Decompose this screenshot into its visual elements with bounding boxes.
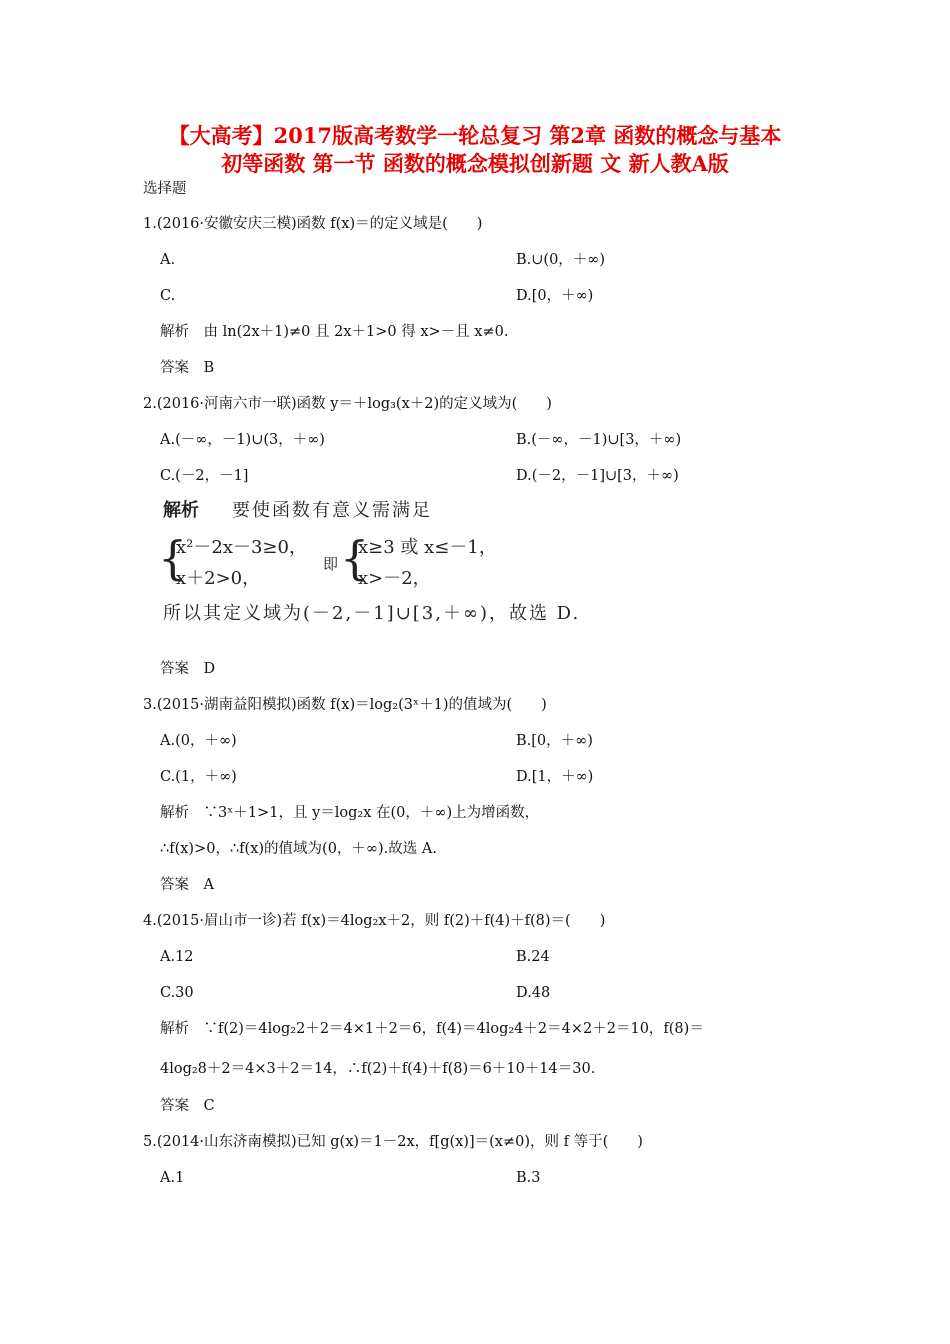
q1-option-b: B.∪(0，＋∞) <box>516 252 606 268</box>
q2-answer: 答案 D <box>160 661 216 677</box>
title-line-2: 初等函数 第一节 函数的概念模拟创新题 文 新人教A版 <box>221 151 729 176</box>
q3-analysis-line1: 解析 ∵3ˣ＋1>1，且 y＝log₂x 在(0，＋∞)上为增函数， <box>160 805 540 821</box>
q2-option-a: A.(－∞，－1)∪(3，＋∞) <box>160 432 325 448</box>
q2-stem: 2.(2016·河南六市一联)函数 y＝＋log₃(x＋2)的定义域为( ) <box>143 396 552 412</box>
q3-option-b: B.[0，＋∞) <box>516 733 593 749</box>
system-brace-left: { <box>158 531 188 585</box>
q2-option-c: C.(－2，－1] <box>160 468 249 484</box>
q4-option-b: B.24 <box>516 949 550 965</box>
q4-option-c: C.30 <box>160 985 194 1001</box>
q3-option-c: C.(1，＋∞) <box>160 769 237 785</box>
q3-option-d: D.[1，＋∞) <box>516 769 594 785</box>
q2-analysis-text: 要使函数有意义需满足 <box>232 500 432 521</box>
q4-answer: 答案 C <box>160 1098 215 1114</box>
q2-system1-line2: x＋2>0， <box>176 568 261 589</box>
q2-ji: 即 <box>323 555 339 573</box>
q4-stem: 4.(2015·眉山市一诊)若 f(x)＝4log₂x＋2，则 f(2)＋f(4)＋f(8)＝( ) <box>143 913 606 929</box>
q1-answer: 答案 B <box>160 360 215 376</box>
q4-option-d: D.48 <box>516 985 551 1001</box>
q5-option-b: B.3 <box>516 1170 541 1186</box>
q4-analysis-line1: 解析 ∵f(2)＝4log₂2＋2＝4×1＋2＝6，f(4)＝4log₂4＋2＝4×2＋2＝10，f(8)＝ <box>160 1021 704 1037</box>
system-brace-right: { <box>340 531 370 585</box>
q1-option-a: A. <box>160 252 176 268</box>
q1-option-d: D.[0，＋∞) <box>516 288 594 304</box>
q3-answer: 答案 A <box>160 877 214 893</box>
q4-analysis-line2: 4log₂8＋2＝4×3＋2＝14，∴f(2)＋f(4)＋f(8)＝6＋10＋14＝30. <box>160 1061 596 1077</box>
section-label: 选择题 <box>143 181 187 197</box>
q2-analysis-head: 解析 <box>163 500 199 521</box>
q2-option-b: B.(－∞，－1)∪[3，＋∞) <box>516 432 682 448</box>
q2-option-d: D.(－2，－1]∪[3，＋∞) <box>516 468 679 484</box>
q2-conclusion: 所以其定义域为(－2,－1]∪[3,＋∞)，故选 D. <box>163 603 581 624</box>
q1-option-c: C. <box>160 288 176 304</box>
q3-stem: 3.(2015·湖南益阳模拟)函数 f(x)＝log₂(3ˣ＋1)的值域为( ) <box>143 697 547 713</box>
q2-system1-line1: x²－2x－3≥0， <box>176 537 307 558</box>
q1-stem: 1.(2016·安徽安庆三模)函数 f(x)＝的定义域是( ) <box>143 216 483 232</box>
q2-system2-line1: x≥3 或 x≤－1， <box>358 537 497 558</box>
title-line-1: 【大高考】2017版高考数学一轮总复习 第2章 函数的概念与基本 <box>168 123 782 148</box>
document-title <box>100 122 850 178</box>
q1-analysis: 解析 由 ln(2x＋1)≠0 且 2x＋1>0 得 x>－且 x≠0. <box>160 324 509 340</box>
q5-stem: 5.(2014·山东济南模拟)已知 g(x)＝1－2x，f[g(x)]＝(x≠0)，则 f 等于( ) <box>143 1134 643 1150</box>
q3-analysis-line2: ∴f(x)>0，∴f(x)的值域为(0，＋∞).故选 A. <box>160 841 437 857</box>
q3-option-a: A.(0，＋∞) <box>160 733 237 749</box>
q4-option-a: A.12 <box>160 949 194 965</box>
q2-system2-line2: x>－2， <box>358 568 431 589</box>
q5-option-a: A.1 <box>160 1170 185 1186</box>
